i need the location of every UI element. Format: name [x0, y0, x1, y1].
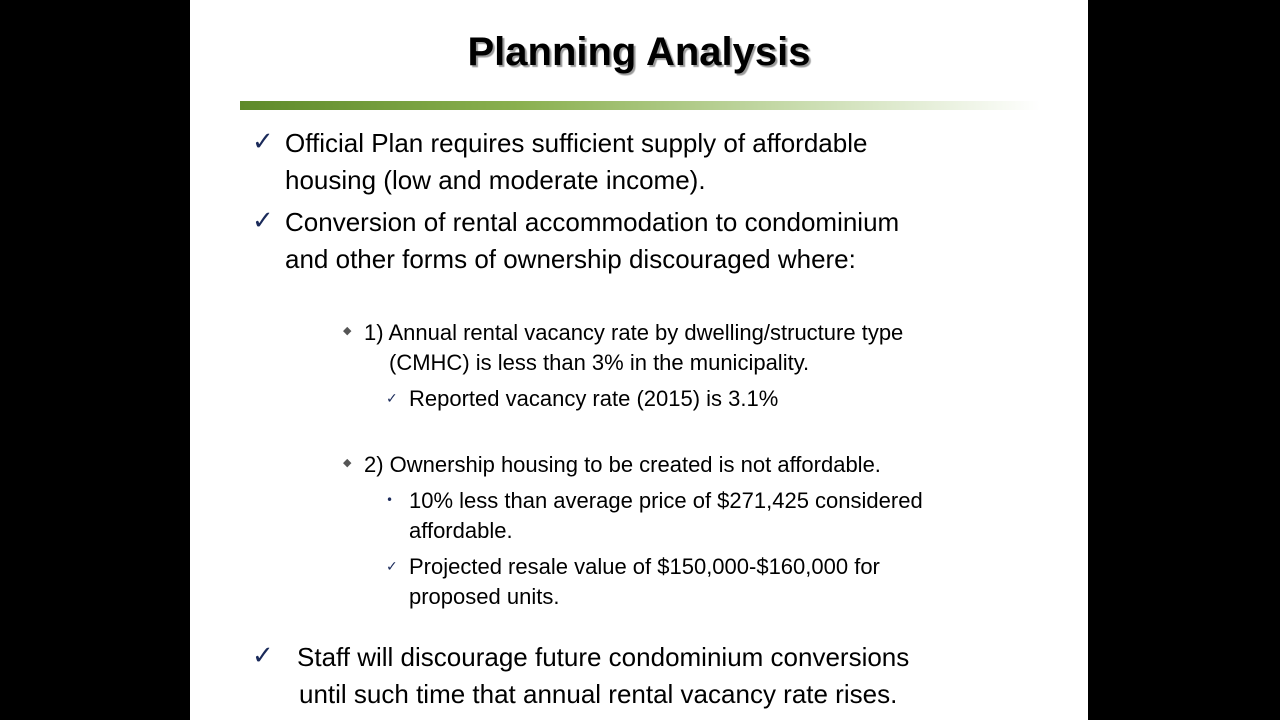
sub-item-ownership — [364, 450, 881, 480]
bullet-text-line: and other forms of ownership discouraged where: — [285, 244, 856, 274]
checkmark-icon: ✓ — [386, 391, 398, 407]
closing-text-line: Staff will discourage future condominium conversions — [297, 642, 910, 672]
checkmark-icon: ✓ — [252, 127, 274, 157]
bullet-text-line: housing (low and moderate income). — [285, 165, 706, 195]
bullet-official-plan — [285, 125, 867, 199]
sub-item-text-line: 2) Ownership housing to be created is not affordable. — [364, 452, 881, 477]
sub-sub-item-text-line: proposed units. — [409, 584, 560, 609]
sub-sub-item-average-price — [409, 486, 923, 546]
sub-sub-item-resale-value — [409, 552, 880, 612]
slide — [190, 0, 1088, 720]
sub-sub-item-reported-rate — [409, 384, 778, 414]
checkmark-icon: ✓ — [252, 206, 274, 236]
checkmark-icon: ✓ — [252, 641, 274, 671]
slide-title: Planning Analysis — [467, 30, 811, 74]
sub-sub-item-text-line: 10% less than average price of $271,425 considered — [409, 488, 923, 513]
sub-sub-item-text-line: affordable. — [409, 518, 513, 543]
closing-text-line: until such time that annual rental vacancy rate rises. — [299, 679, 898, 709]
bullet-dot-icon: • — [386, 493, 394, 507]
title-underline — [240, 101, 1040, 110]
bullet-text-line: Conversion of rental accommodation to condominium — [285, 207, 900, 237]
sub-item-vacancy-rate — [364, 318, 903, 378]
checkmark-icon: ✓ — [386, 559, 398, 575]
sub-item-text-line: 1) Annual rental vacancy rate by dwelling/structure type — [364, 320, 904, 345]
bullet-text-line: Official Plan requires sufficient supply of affordable — [285, 128, 868, 158]
sub-sub-item-text-line: Reported vacancy rate (2015) is 3.1% — [409, 386, 779, 411]
sub-sub-item-text-line: Projected resale value of $150,000-$160,000 for — [409, 554, 880, 579]
closing-statement — [297, 639, 909, 713]
sub-item-text-line: (CMHC) is less than 3% in the municipality. — [389, 350, 810, 375]
bullet-conversion — [285, 204, 899, 278]
diamond-icon: ◆ — [343, 456, 352, 469]
diamond-icon: ◆ — [343, 324, 352, 337]
